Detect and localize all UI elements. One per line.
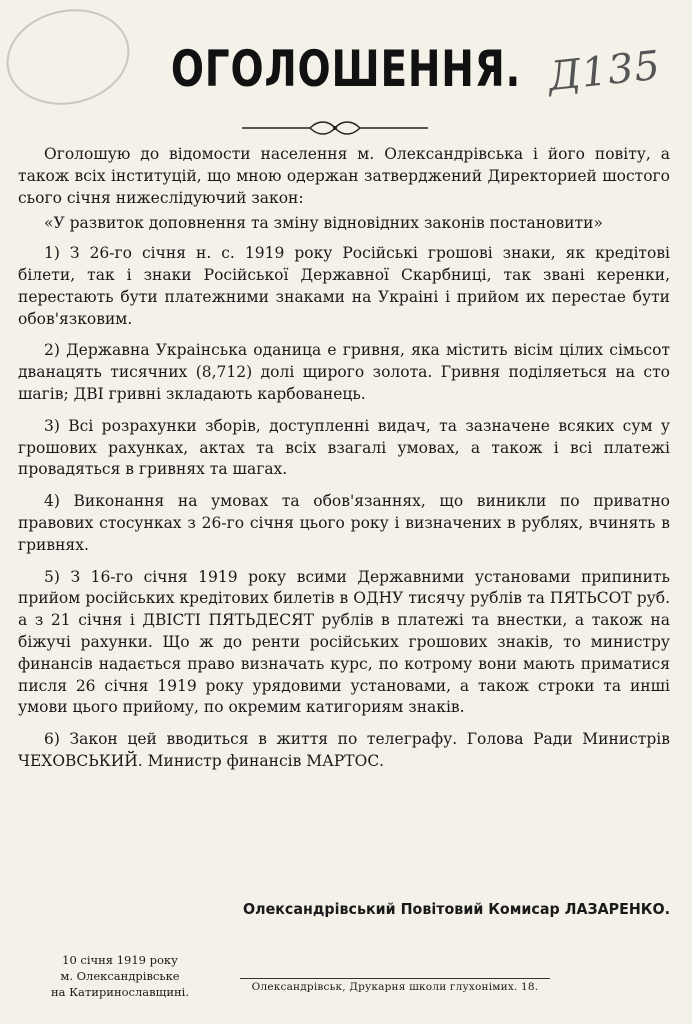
page-title: ОГОЛОШЕННЯ. xyxy=(170,40,522,98)
date-place-block xyxy=(30,952,210,1000)
law-point-3: 3) Всі розрахунки зборів, доступленні видач, та зазначене всяких сум у грошових рахунках, актах та всіх взагалі умовах, а також і всі платежі провадяться в гривнях та шагах. xyxy=(18,416,670,479)
announcement-body xyxy=(18,144,670,783)
law-point-1: 1) З 26-го січня н. с. 1919 року Російські грошові знаки, як кредітові білети, так і знаки Російської Державної Скарбниці, так звані керенки, перестають бути платежними знаками на Украіні і прийом их перестае бути обов'язковим. xyxy=(18,244,670,328)
commissar-signature: Олександрівський Повітовий Комисар ЛАЗАРЕНКО. xyxy=(243,900,671,918)
date-line: 10 січня 1919 року xyxy=(62,953,178,967)
handwritten-mark: Д135 xyxy=(545,42,663,101)
law-point-6: 6) Закон цей вводиться в життя по телеграфу. Голова Ради Министрів ЧЕХОВСЬКИЙ. Министр финансів МАРТОС. xyxy=(18,730,670,770)
ornament-divider-icon xyxy=(240,118,430,138)
law-point-4: 4) Виконання на умовах та обов'язаннях, що виникли по приватно правових стосунках з 26-го січня цього року і визначених в рублях, вчинять в гривнях. xyxy=(18,492,670,554)
law-quote-paragraph: «У развиток доповнення та зміну відновідних законів постановити» xyxy=(44,214,603,233)
place-line: м. Олександрівське xyxy=(60,969,180,983)
printer-imprint: Олександрівськ, Друкарня школи глухонімих. 18. xyxy=(251,981,539,993)
law-point-5: 5) З 16-го січня 1919 року всими Державними установами припинить прийом російських кредітових билетів в ОДНУ тисячу рублів та ПЯТЬСОТ руб. а з 21 січня і ДВІСТІ ПЯТЬДЕСЯТ рублів в платежі та внестки, а також на біжучі рахунки. Що ж до ренти російських грошових знаків, то министру финансів надається право визначать курс, по котрому вони мають приматися писля 26 січня 1919 року урядовими установами, а також строки та инші умови цього прийому, по окремим катигориям знаків. xyxy=(18,567,670,717)
intro-paragraph: Оголошую до відомости населення м. Олександрівська і його повіту, а також всіх інституцій, що мною одержан затверджений Директорией шостого сього січня нижеслідуючий закон: xyxy=(18,145,670,207)
law-point-2: 2) Державна Украінська оданица е гривня, яка містить вісім цілих сімьсот дванацять тисячних (8,712) долі щирого золота. Гривня поділяеться на сто шагів; ДВІ гривні зкладають карбованець. xyxy=(18,341,670,403)
footer-divider xyxy=(240,978,550,979)
region-line: на Катиринославщині. xyxy=(50,985,189,999)
